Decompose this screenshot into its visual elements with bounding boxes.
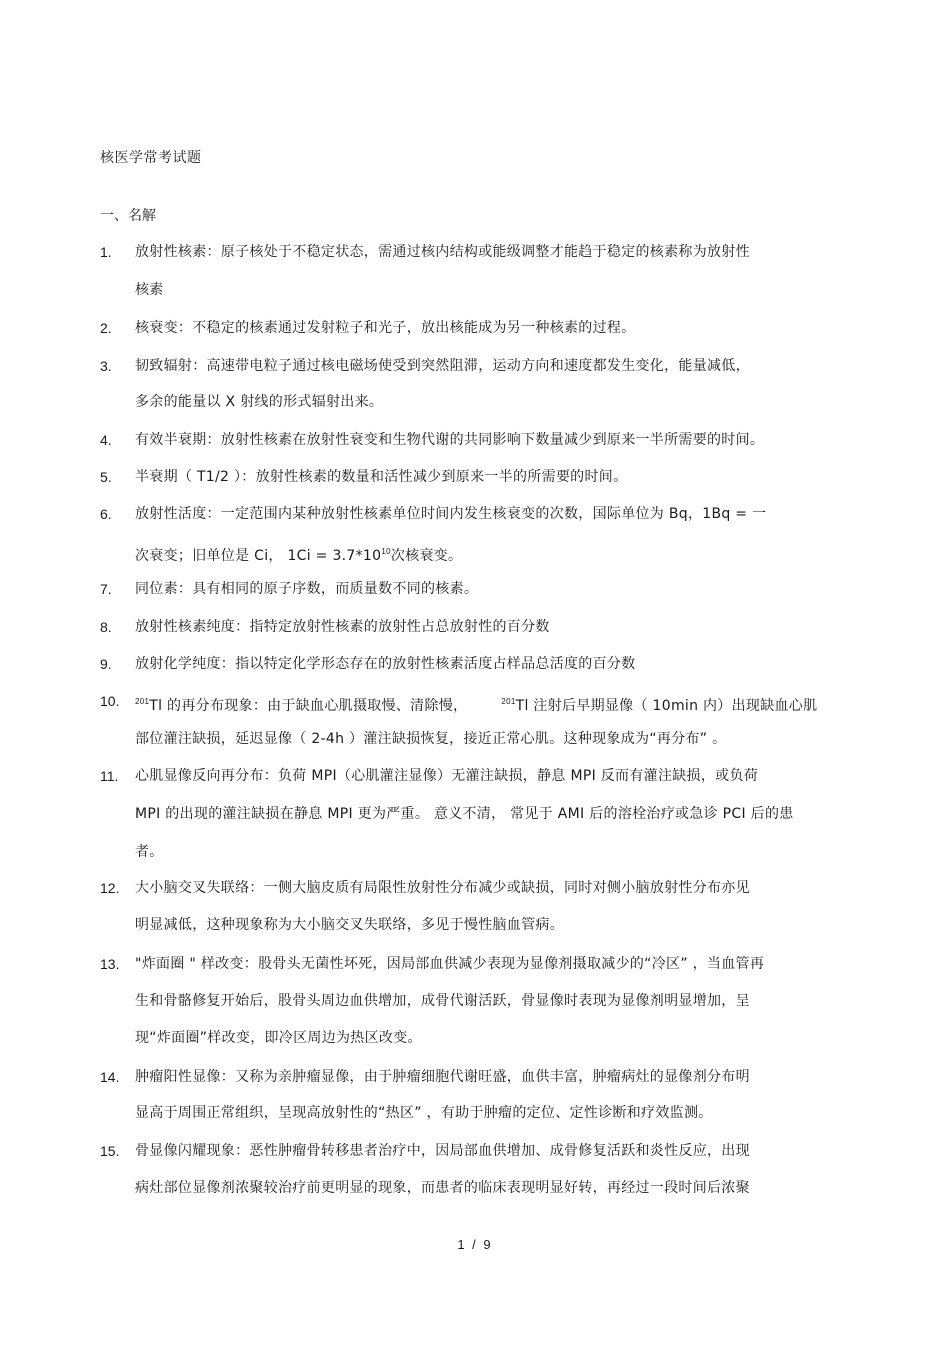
item-number: 9.	[100, 656, 112, 672]
item-text: Tl 的再分布现象：由于缺血心肌摄取慢、清除慢，	[149, 698, 468, 714]
item-number: 15.	[100, 1143, 120, 1159]
item-text: 生和骨骼修复开始后，股骨头周边血供增加，成骨代谢活跃，骨显像时表现为显像剂明显增加，呈	[135, 993, 750, 1009]
item-number: 2.	[100, 320, 112, 336]
item-text: 者。	[135, 844, 164, 860]
superscript: 201	[135, 697, 150, 706]
item-number: 3.	[100, 358, 112, 374]
item-text: "炸面圈 " 样改变：股骨头无菌性坏死，因局部血供减少表现为显像剂摄取减少的“冷区” ，当血管再	[135, 956, 765, 972]
item-number: 1.	[100, 244, 112, 260]
item-text: 现“炸面圈”样改变，即冷区周边为热区改变。	[135, 1030, 422, 1046]
section-heading: 一、名解	[100, 208, 156, 224]
item-text: 放射性核素纯度：指特定放射性核素的放射性占总放射性的百分数	[135, 619, 550, 635]
item-number: 14.	[100, 1069, 120, 1085]
item-text: 骨显像闪耀现象：恶性肿瘤骨转移患者治疗中，因局部血供增加、成骨修复活跃和炎性反应，出现	[135, 1143, 750, 1159]
item-text: 放射化学纯度：指以特定化学形态存在的放射性核素活度占样品总活度的百分数	[135, 656, 636, 672]
item-number: 10.	[100, 693, 120, 709]
item-text: MPI 的出现的灌注缺损在静息 MPI 更为严重。 意义不清， 常见于 AMI 后的溶栓治疗或急诊 PCI 后的患	[135, 806, 794, 822]
item-text-with-superscript	[135, 692, 817, 716]
item-text: 次衰变；旧单位是 Ci， 1Ci = 3.7*10	[135, 548, 382, 564]
item-text: 半衰期（ T1/2 ）：放射性核素的数量和活性减少到原来一半的所需要的时间。	[135, 469, 628, 485]
item-text: 放射性核素：原子核处于不稳定状态，需通过核内结构或能级调整才能趋于稳定的核素称为放射性	[135, 244, 750, 260]
item-text: 明显减低，这种现象称为大小脑交叉失联络，多见于慢性脑血管病。	[135, 917, 564, 933]
item-text: 大小脑交叉失联络：一侧大脑皮质有局限性放射性分布减少或缺损，同时对侧小脑放射性分布亦见	[135, 880, 750, 896]
item-text: Tl 注射后早期显像（ 10min 内）出现缺血心肌	[515, 698, 818, 714]
item-number: 5.	[100, 469, 112, 485]
item-text: 核素	[135, 282, 164, 298]
item-text: 核衰变：不稳定的核素通过发射粒子和光子，放出核能成为另一种核素的过程。	[135, 320, 636, 336]
item-number: 6.	[100, 506, 112, 522]
item-number: 4.	[100, 432, 112, 448]
item-text: 显高于周围正常组织，呈现高放射性的“热区” ，有助于肿瘤的定位、定性诊断和疗效监测。	[135, 1105, 713, 1121]
superscript: 201	[501, 697, 516, 706]
document-title: 核医学常考试题	[100, 150, 202, 166]
item-text: 心肌显像反向再分布：负荷 MPI（心肌灌注显像）无灌注缺损，静息 MPI 反而有灌注缺损，或负荷	[135, 768, 759, 784]
item-number: 13.	[100, 956, 120, 972]
item-text: 韧致辐射：高速带电粒子通过核电磁场使受到突然阻滞，运动方向和速度都发生变化，能量减低，	[135, 358, 750, 374]
item-text: 肿瘤阳性显像：又称为亲肿瘤显像，由于肿瘤细胞代谢旺盛，血供丰富，肿瘤病灶的显像剂分布明	[135, 1069, 750, 1085]
item-text: 同位素：具有相同的原子序数，而质量数不同的核素。	[135, 581, 479, 597]
item-text: 多余的能量以 X 射线的形式辐射出来。	[135, 394, 384, 410]
item-number: 11.	[100, 768, 119, 784]
item-number: 8.	[100, 619, 112, 635]
item-text: 次核衰变。	[390, 548, 463, 564]
item-number: 7.	[100, 581, 112, 597]
item-number: 12.	[100, 880, 120, 896]
item-text: 放射性活度：一定范围内某种放射性核素单位时间内发生核衰变的次数，国际单位为 Bq，1Bq = 一	[135, 506, 767, 522]
item-text: 部位灌注缺损，延迟显像（ 2-4h ）灌注缺损恢复，接近正常心肌。这种现象成为“再分布” 。	[135, 731, 727, 747]
item-text: 有效半衰期：放射性核素在放射性衰变和生物代谢的共同影响下数量减少到原来一半所需要的时间。	[135, 432, 765, 448]
item-text-with-superscript	[135, 542, 462, 566]
page-number: 1 / 9	[457, 1237, 493, 1252]
item-text: 病灶部位显像剂浓聚较治疗前更明显的现象，而患者的临床表现明显好转，再经过一段时间后浓聚	[135, 1180, 750, 1196]
superscript: 10	[381, 547, 391, 556]
